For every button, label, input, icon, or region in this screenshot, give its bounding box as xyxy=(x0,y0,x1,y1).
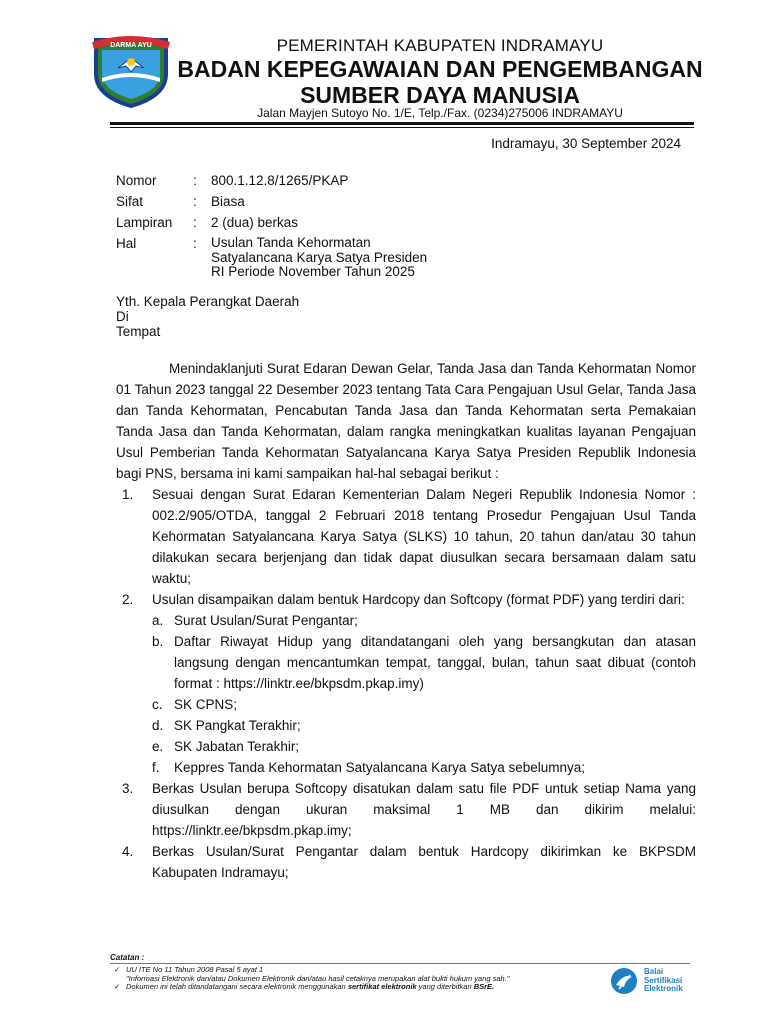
list-number: 3. xyxy=(122,781,134,796)
meta-nomor-value: 800.1.12.8/1265/PKAP xyxy=(211,173,349,188)
meta-colon: : xyxy=(193,194,197,209)
list-item xyxy=(116,589,696,778)
letterhead-agency-line2: SUMBER DAYA MANUSIA xyxy=(300,82,580,108)
meta-nomor-row xyxy=(116,170,427,191)
meta-sifat-value: Biasa xyxy=(211,194,245,209)
meta-lampiran-value: 2 (dua) berkas xyxy=(211,215,299,230)
check-icon: ✓ xyxy=(114,982,121,991)
meta-colon: : xyxy=(193,236,197,251)
svg-text:DARMA AYU: DARMA AYU xyxy=(110,42,152,49)
list-item xyxy=(116,841,696,883)
sub-item-text: SK CPNS; xyxy=(174,697,238,712)
letterhead-agency-name xyxy=(170,56,710,108)
check-icon: ✓ xyxy=(114,965,121,974)
bsre-text-line: Balai xyxy=(644,967,664,976)
sub-item-text: Keppres Tanda Kehormatan Satyalancana Karya Satya sebelumnya; xyxy=(174,760,586,775)
footer-note-bold: sertifikat elektronik xyxy=(347,982,417,991)
letterhead-address: Jalan Mayjen Sutoyo No. 1/E, Telp./Fax. (0234)275006 INDRAMAYU xyxy=(257,106,623,120)
meta-hal-value xyxy=(211,233,427,280)
sub-letter: d. xyxy=(152,718,164,733)
sub-list-item xyxy=(152,715,696,736)
addressee-line: Yth. Kepala Perangkat Daerah xyxy=(116,294,300,309)
list-item xyxy=(116,778,696,841)
footer-note-text: UU ITE No 11 Tahun 2008 Pasal 5 ayat 1 xyxy=(126,965,264,974)
footer-title: Catatan : xyxy=(110,953,145,962)
letterhead-rule-thick xyxy=(110,122,694,125)
bsre-text-line: Elektronik xyxy=(644,984,683,993)
footer-note-list xyxy=(114,966,584,992)
footer-divider xyxy=(110,963,690,964)
meta-hal-line: Satyalancana Karya Satya Presiden xyxy=(211,249,428,265)
list-item-text: Berkas Usulan berupa Softcopy disatukan dalam satu file PDF untuk setiap Nama yang diusulkan dengan ukuran maksimal 1 MB dan dikirim melalui: https://linktr.ee/bkpsdm.pkap.imy; xyxy=(152,781,696,838)
sub-list-item xyxy=(152,610,696,631)
footer-note-bold: BSrE. xyxy=(473,982,495,991)
sub-list-item xyxy=(152,694,696,715)
letterhead-rule-thin xyxy=(110,127,694,128)
intro-paragraph: Menindaklanjuti Surat Edaran Dewan Gelar, Tanda Jasa dan Tanda Kehormatan Nomor 01 Tahun 2023 tanggal 22 Desember 2023 tentang Tata Cara Pengajuan Usul Gelar, Tanda Jasa dan Tanda Kehormatan, Pencabutan Tanda Jasa dan Tanda Kehormatan serta Pemakaian Tanda Jasa dan Tanda Kehormatan, dalam rangka meningkatkan kualitas layanan Pengajuan Usul Pemberian Tanda Kehormatan Satyalancana Karya Satya Presiden Republik Indonesia bagi PNS, bersama ini kami sampaikan hal-hal sebagai berikut : xyxy=(116,361,696,481)
sub-list-item xyxy=(152,736,696,757)
sub-list-item xyxy=(152,757,696,778)
list-item-text: Sesuai dengan Surat Edaran Kementerian Dalam Negeri Republik Indonesia Nomor : 002.2/905/OTDA, tanggal 2 Februari 2018 tentang Prosedur Pengajuan Usul Tanda Kehormatan Satyalancana Karya Satya (SLKS) 10 tahun, 20 tahun dan/atau 30 tahun dilakukan secara berjenjang dan tidak dapat diusulkan secara bersamaan dalam satu waktu; xyxy=(152,487,696,586)
letterhead-government: PEMERINTAH KABUPATEN INDRAMAYU xyxy=(276,36,604,55)
letterhead-agency-line1: BADAN KEPEGAWAIAN DAN PENGEMBANGAN xyxy=(177,56,703,82)
footer-notes xyxy=(110,951,700,1011)
letter-meta xyxy=(116,170,427,280)
sub-letter: b. xyxy=(152,634,164,649)
list-number: 2. xyxy=(122,592,134,607)
footer-note xyxy=(114,983,584,992)
sub-letter: a. xyxy=(152,613,164,628)
addressee-block xyxy=(116,294,299,339)
meta-lampiran-label: Lampiran xyxy=(116,215,173,230)
meta-colon: : xyxy=(193,173,197,188)
list-item-text: Usulan disampaikan dalam bentuk Hardcopy dan Softcopy (format PDF) yang terdiri dari: xyxy=(152,592,685,607)
meta-lampiran-row xyxy=(116,212,427,233)
regency-emblem-logo xyxy=(88,32,174,108)
list-number: 4. xyxy=(122,844,134,859)
addressee-line: Di xyxy=(116,309,129,324)
list-item xyxy=(116,484,696,589)
meta-hal-label: Hal xyxy=(116,236,137,251)
letter-date: Indramayu, 30 September 2024 xyxy=(491,136,681,151)
list-number: 1. xyxy=(122,487,134,502)
footer-note-text: Dokumen ini telah ditandatangani secara elektronik menggunakan xyxy=(126,982,348,991)
meta-sifat-label: Sifat xyxy=(116,194,144,209)
meta-hal-line: Usulan Tanda Kehormatan xyxy=(211,235,371,250)
bsre-text-line: Sertifikasi xyxy=(644,975,683,985)
sub-letter: e. xyxy=(152,739,164,754)
meta-hal-row xyxy=(116,233,427,280)
numbered-list xyxy=(116,484,696,883)
sub-item-text: SK Jabatan Terakhir; xyxy=(174,739,300,754)
sub-item-text: Daftar Riwayat Hidup yang ditandatangani oleh yang bersangkutan dan atasan langsung dengan mencantumkan tempat, tanggal, bulan, tahun saat dibuat (contoh format : https://linktr.ee/bkpsdm.pkap.imy) xyxy=(174,634,696,691)
sub-letter: f. xyxy=(152,760,160,775)
list-item-text: Berkas Usulan/Surat Pengantar dalam bentuk Hardcopy dikirimkan ke BKPSDM Kabupaten Indramayu; xyxy=(152,844,696,880)
addressee-line: Tempat xyxy=(116,324,161,339)
sub-list-item xyxy=(152,631,696,694)
sub-letter: c. xyxy=(152,697,163,712)
bsre-logo-text xyxy=(644,968,683,994)
footer-note-text: "Informasi Elektronik dan/atau Dokumen Elektronik dan/atau hasil cetaknya merupakan alat bukti hukum yang sah." xyxy=(126,973,510,983)
sub-item-text: Surat Usulan/Surat Pengantar; xyxy=(174,613,358,628)
sub-item-text: SK Pangkat Terakhir; xyxy=(174,718,301,733)
meta-colon: : xyxy=(193,215,197,230)
letter-body xyxy=(116,358,696,883)
footer-note-text: yang diterbitkan xyxy=(416,982,474,991)
meta-hal-line: RI Periode November Tahun 2025 xyxy=(211,264,415,279)
meta-sifat-row xyxy=(116,191,427,212)
sub-list xyxy=(152,610,696,778)
meta-nomor-label: Nomor xyxy=(116,173,157,188)
